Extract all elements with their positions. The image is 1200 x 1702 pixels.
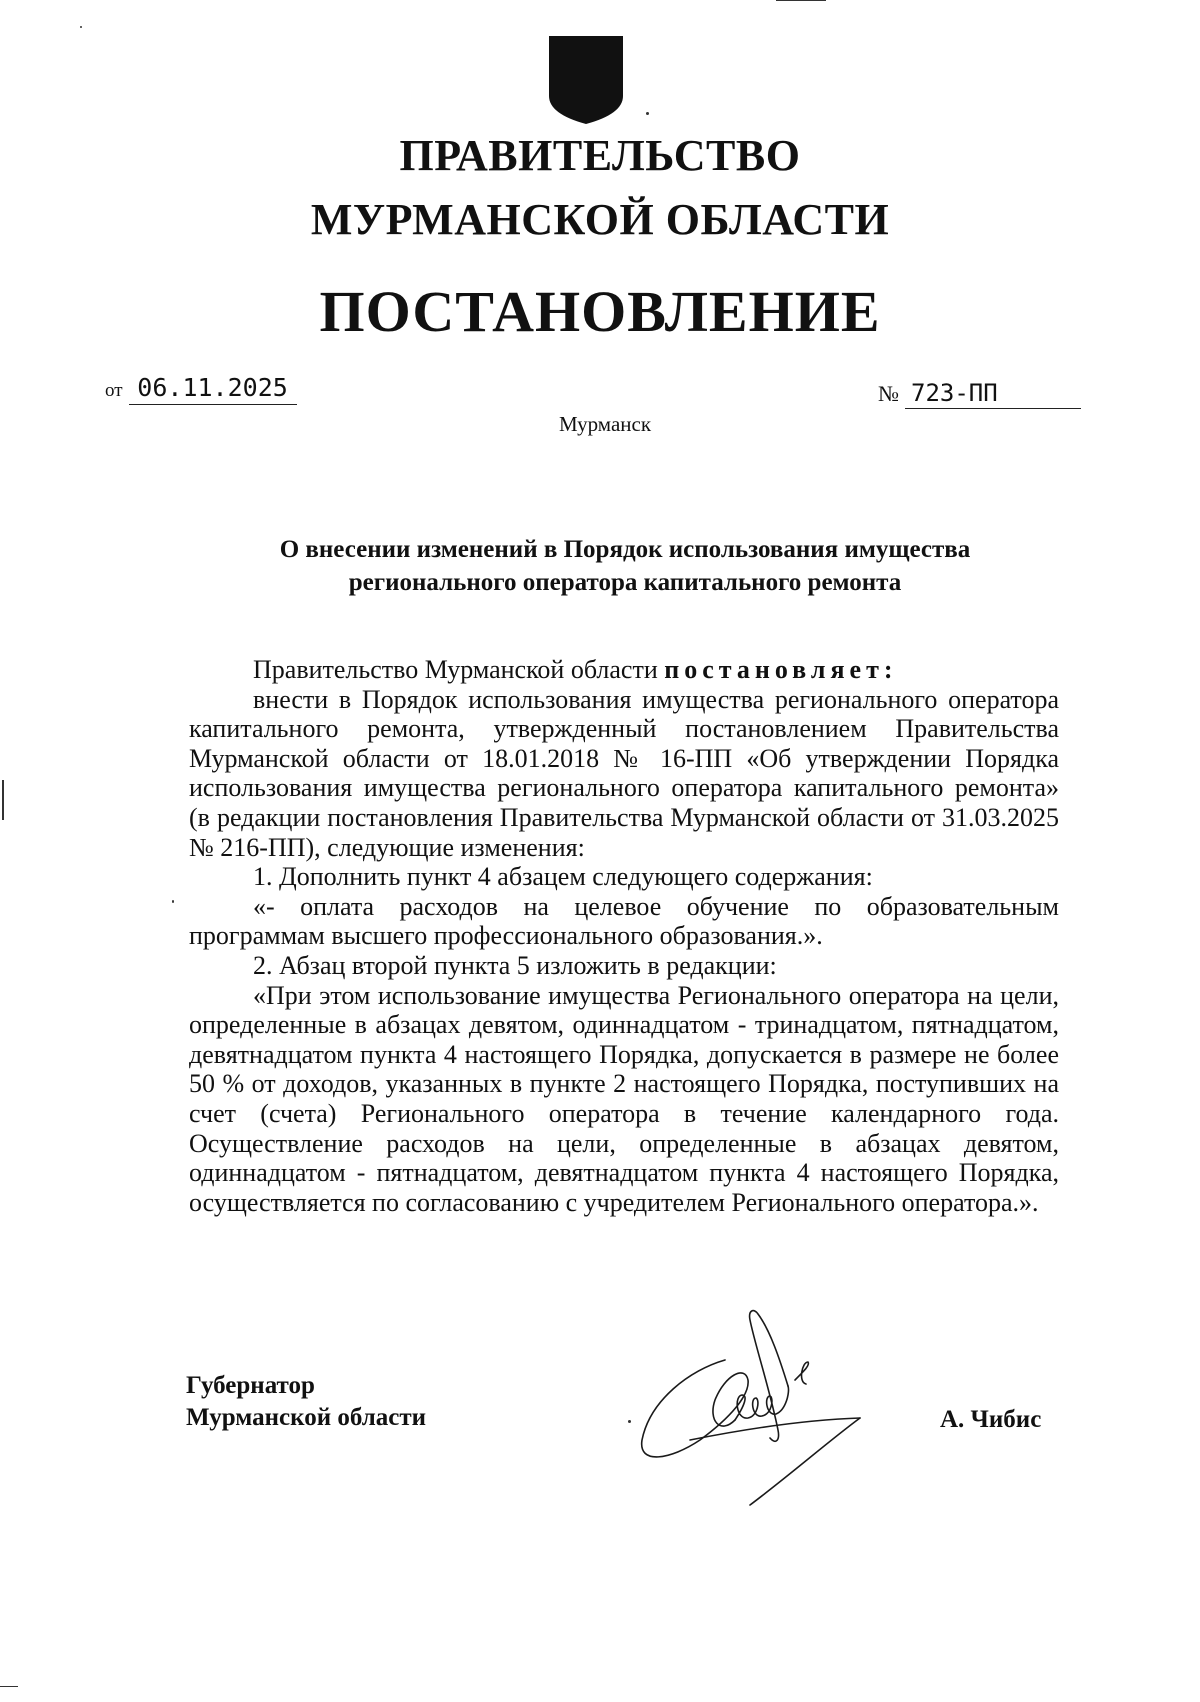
scan-speck [628, 1420, 631, 1423]
intro-paragraph [189, 655, 1059, 685]
scan-speck [0, 1686, 18, 1687]
document-type-heading: ПОСТАНОВЛЕНИЕ [319, 279, 881, 344]
scan-speck [2, 780, 4, 820]
number-value: 723-ПП [905, 378, 1081, 409]
city-label: Мурманск [558, 412, 652, 436]
body-paragraph: 2. Абзац второй пункта 5 изложить в редакции: [253, 950, 777, 980]
signer-position-line2: Мурманской области [186, 1404, 427, 1431]
body-paragraph: «- оплата расходов на целевое обучение по образовательным программам высшего профессионального образования.». [189, 891, 1059, 951]
body-paragraph: 1. Дополнить пункт 4 абзацем следующего содержания: [253, 862, 873, 892]
scan-speck [172, 900, 174, 903]
date-value: 06.11.2025 [129, 372, 297, 405]
scan-speck [776, 0, 826, 1]
body-paragraph: «При этом использование имущества Регионального оператора на цели, определенные в абзацах девятом, одиннадцатом - тринадцатом, пятнадцатом, девятнадцатом пункта 4 настоящего Порядка, допускается в размере не более 50 % от доходов, указанных в пункте 2 настоящего Порядка, поступивших на счет (счета) Регионального оператора в течение календарного года. Осуществление расходов на цели, определенные в абзацах девятом, одиннадцатом - пятнадцатом, девятнадцатом пункта 4 настоящего Порядка, осуществляется по согласованию с учредителем Регионального оператора.». [189, 980, 1059, 1217]
title-line2: регионального оператора капитального ремонта [348, 569, 902, 596]
organization-name-line2: МУРМАНСКОЙ ОБЛАСТИ [310, 195, 890, 244]
number-field [878, 378, 1081, 409]
date-field [105, 372, 297, 405]
decree-word: постановляет: [664, 655, 898, 684]
signer-position [186, 1370, 426, 1434]
organization-name-line1: ПРАВИТЕЛЬСТВО [399, 131, 801, 180]
coat-of-arms-icon [545, 34, 627, 126]
title-line1: О внесении изменений в Порядок использования имущества [279, 536, 971, 563]
intro-text: Правительство Мурманской области [253, 655, 665, 684]
date-prefix: от [105, 380, 123, 401]
signer-name: А. Чибис [940, 1406, 1042, 1433]
body-paragraph: внести в Порядок использования имущества регионального оператора капитального ремонта, утвержденный постановлением Правительства Мурманской области от 18.01.2018 № 16-ПП «Об утверждении Порядка использования имущества регионального оператора капитального ремонта» (в редакции постановления Правительства Мурманской области от 31.03.2025 № 216-ПП), следующие изменения: [189, 684, 1059, 862]
document-title [180, 533, 1070, 599]
signer-position-line1: Губернатор [186, 1372, 315, 1399]
handwritten-signature [630, 1300, 880, 1510]
scan-speck [80, 26, 82, 28]
scan-speck [646, 112, 649, 115]
number-prefix: № [878, 381, 899, 406]
document-body [189, 655, 1059, 1217]
